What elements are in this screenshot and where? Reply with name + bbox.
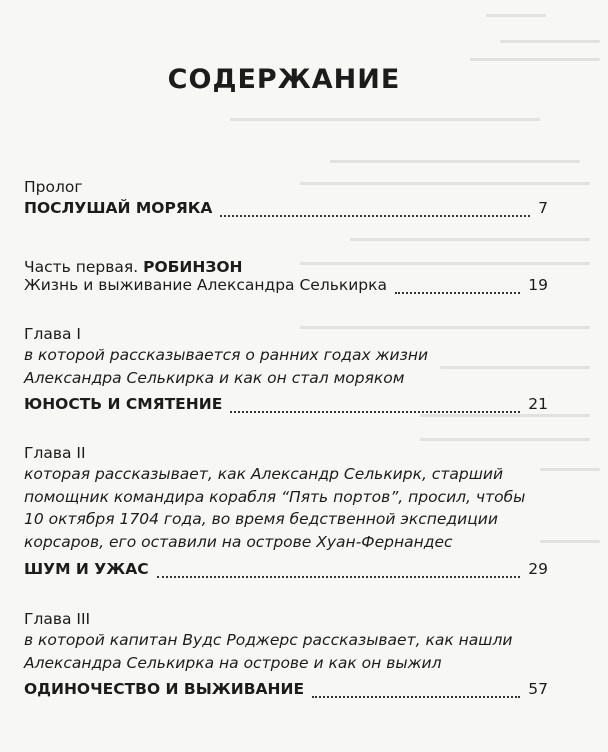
chapter-2-label: Глава II [24,444,86,462]
description-line: помощник командира корабля “Пять портов”, просил, чтобы [24,487,526,506]
chapter-3-description [24,629,554,674]
dot-leader [220,215,530,217]
toc-entry-prologue[interactable] [24,199,548,223]
toc-entry-chapter-3[interactable] [24,680,548,704]
prologue-label: Пролог [24,178,83,196]
toc-page-number: 21 [528,395,548,413]
toc-page-number: 19 [528,276,548,294]
dot-leader [312,696,520,698]
dot-leader [230,411,520,413]
description-line: Александра Селькирка на острове и как он выжил [24,653,442,672]
toc-page-number: 57 [528,680,548,698]
description-line: которая рассказывает, как Александр Селькирк, старший [24,465,504,483]
description-line: 10 октября 1704 года, во время бедственной экспедиции [24,510,498,528]
chapter-2-description [24,463,554,553]
part-one-label: Часть первая. [24,258,139,276]
toc-entry-title: ЮНОСТЬ И СМЯТЕНИЕ [24,395,223,413]
toc-entry-title: ШУМ И УЖАС [24,560,149,578]
toc-entry-chapter-1[interactable] [24,395,548,419]
page-title: СОДЕРЖАНИЕ [167,64,401,95]
description-line: в которой капитан Вудс Роджерс рассказывает, как нашли [24,631,513,649]
toc-page-number: 29 [528,560,548,578]
chapter-3-label: Глава III [24,610,91,628]
description-line: Александра Селькирка и как он стал моряком [24,368,405,387]
toc-page-number: 7 [538,199,548,217]
dot-leader [157,576,521,578]
toc-entry-title: Жизнь и выживание Александра Селькирка [24,276,388,294]
chapter-1-description [24,344,554,389]
toc-entry-title: ОДИНОЧЕСТВО И ВЫЖИВАНИЕ [24,680,305,698]
description-line: в которой рассказывается о ранних годах жизни [24,346,429,364]
part-one-name: РОБИНЗОН [143,258,243,276]
chapter-1-label: Глава I [24,325,81,343]
description-line: корсаров, его оставили на острове Хуан-Фернандес [24,532,453,551]
part-one-heading [24,256,548,278]
toc-entry-part-one[interactable] [24,276,548,300]
dot-leader [395,292,520,294]
toc-entry-chapter-2[interactable] [24,560,548,584]
toc-entry-title: ПОСЛУШАЙ МОРЯКА [24,199,213,217]
